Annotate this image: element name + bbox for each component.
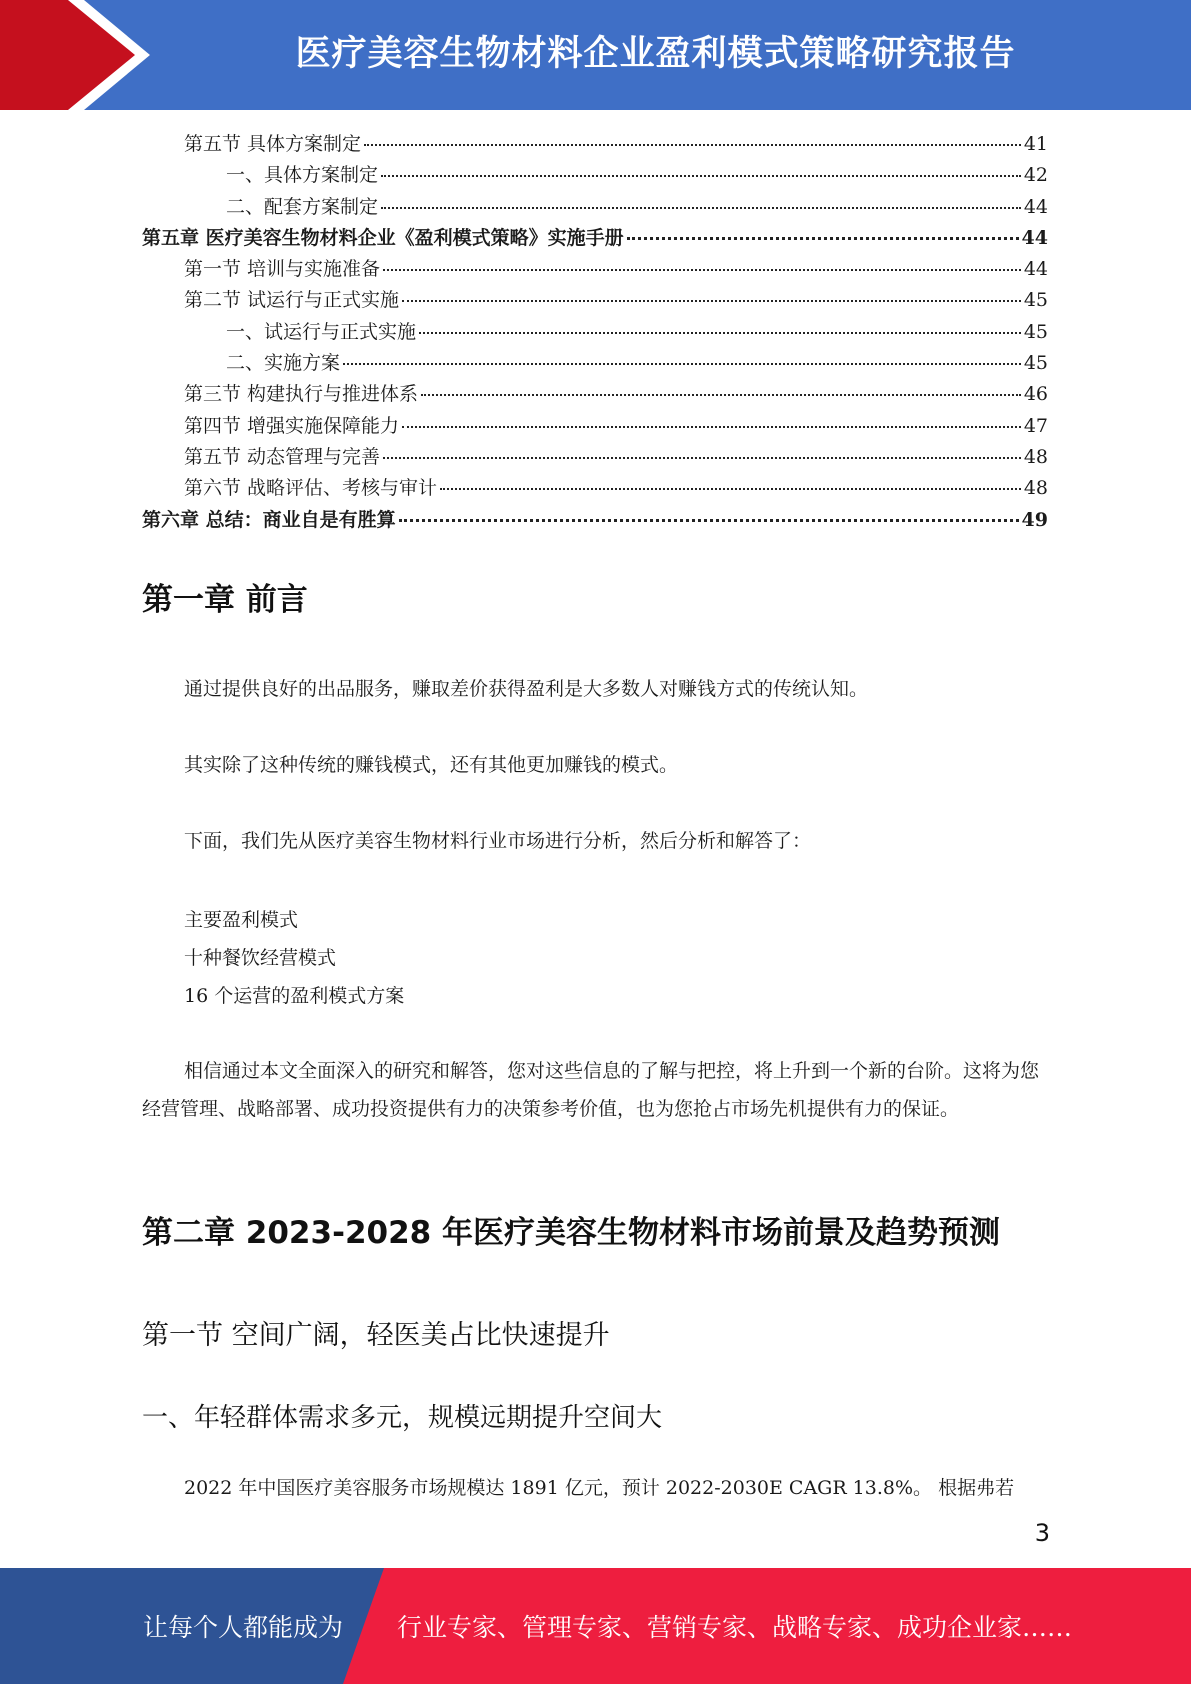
toc-entry[interactable]	[142, 473, 1048, 504]
toc-entry[interactable]	[142, 348, 1048, 379]
toc-entry-title: 第五章 医疗美容生物材料企业《盈利模式策略》实施手册	[142, 226, 624, 249]
toc-entry[interactable]	[142, 379, 1048, 410]
section-heading: 第一节 空间广阔，轻医美占比快速提升	[142, 1320, 610, 1351]
toc-entry[interactable]	[142, 317, 1048, 348]
toc-entry-title: 第三节 构建执行与推进体系	[184, 383, 419, 406]
toc-page-number: 49	[1021, 508, 1048, 531]
toc-dot-leader	[419, 332, 1021, 334]
paragraph: 相信通过本文全面深入的研究和解答，您对这些信息的了解与把控，将上升到一个新的台阶。这将为您经营管理、战略部署、成功投资提供有力的决策参考价值，也为您抢占市场先机提供有力的保证。	[142, 1060, 1040, 1120]
toc-dot-leader	[381, 207, 1021, 209]
toc-page-number: 48	[1023, 477, 1048, 500]
toc-dot-leader	[402, 426, 1021, 428]
list-item: 16 个运营的盈利模式方案	[184, 985, 405, 1007]
toc-entry[interactable]	[142, 285, 1048, 316]
toc-dot-leader	[343, 363, 1021, 365]
toc-entry[interactable]	[142, 442, 1048, 473]
table-of-contents	[142, 129, 1048, 536]
list-item: 十种餐饮经营模式	[184, 947, 337, 969]
toc-dot-leader	[402, 300, 1021, 302]
toc-dot-leader	[627, 237, 1019, 240]
chapter-heading: 第二章 2023-2028 年医疗美容生物材料市场前景及趋势预测	[142, 1215, 1001, 1251]
toc-entry-title: 第一节 培训与实施准备	[184, 258, 381, 281]
toc-entry-title: 二、实施方案	[226, 352, 341, 375]
footer-slogan-left: 让每个人都能成为	[143, 1613, 344, 1642]
toc-dot-leader	[440, 488, 1021, 490]
toc-page-number: 44	[1023, 195, 1048, 218]
toc-dot-leader	[399, 519, 1019, 522]
toc-entry-title: 一、具体方案制定	[226, 164, 379, 187]
toc-entry[interactable]	[142, 505, 1048, 536]
toc-page-number: 44	[1021, 226, 1048, 249]
paragraph: 2022 年中国医疗美容服务市场规模达 1891 亿元，预计 2022-2030E CAGR 13.8%。 根据弗若	[184, 1477, 1015, 1499]
toc-page-number: 45	[1023, 352, 1048, 375]
chapter-heading: 第一章 前言	[142, 582, 308, 618]
toc-entry-title: 第六章 总结：商业自是有胜算	[142, 508, 396, 531]
footer-slogan-right: 行业专家、管理专家、营销专家、战略专家、成功企业家……	[397, 1613, 1073, 1642]
toc-entry-title: 第六节 战略评估、考核与审计	[184, 477, 438, 500]
toc-entry-title: 第二节 试运行与正式实施	[184, 289, 400, 312]
toc-dot-leader	[381, 175, 1021, 177]
toc-entry[interactable]	[142, 192, 1048, 223]
toc-page-number: 45	[1023, 289, 1048, 312]
paragraph: 下面，我们先从医疗美容生物材料行业市场进行分析，然后分析和解答了：	[184, 830, 812, 852]
toc-entry[interactable]	[142, 129, 1048, 160]
toc-dot-leader	[364, 144, 1021, 146]
toc-entry-title: 第五节 具体方案制定	[184, 133, 362, 155]
toc-dot-leader	[421, 394, 1021, 396]
toc-dot-leader	[383, 269, 1021, 271]
toc-entry-title: 第五节 动态管理与完善	[184, 445, 381, 468]
page-number: 3	[1034, 1519, 1050, 1547]
paragraph: 通过提供良好的出品服务，赚取差价获得盈利是大多数人对赚钱方式的传统认知。	[184, 678, 869, 700]
toc-page-number: 47	[1023, 414, 1048, 437]
toc-page-number: 44	[1023, 258, 1048, 281]
toc-page-number: 48	[1023, 445, 1048, 468]
toc-entry-title: 第四节 增强实施保障能力	[184, 414, 400, 437]
page-footer	[0, 1568, 1191, 1684]
toc-entry[interactable]	[142, 254, 1048, 285]
list-item: 主要盈利模式	[184, 909, 299, 931]
toc-entry[interactable]	[142, 411, 1048, 442]
toc-page-number: 45	[1023, 320, 1048, 343]
toc-page-number: 46	[1023, 383, 1048, 406]
paragraph: 其实除了这种传统的赚钱模式，还有其他更加赚钱的模式。	[184, 754, 679, 776]
toc-entry-title: 一、试运行与正式实施	[226, 320, 417, 343]
page-header	[0, 0, 1191, 110]
toc-entry[interactable]	[142, 223, 1048, 254]
toc-entry[interactable]	[142, 160, 1048, 191]
toc-dot-leader	[383, 457, 1021, 459]
toc-entry-title: 二、配套方案制定	[226, 195, 379, 218]
header-title: 医疗美容生物材料企业盈利模式策略研究报告	[295, 34, 1016, 74]
subsection-heading: 一、年轻群体需求多元，规模远期提升空间大	[142, 1403, 663, 1433]
toc-page-number: 42	[1023, 164, 1048, 187]
toc-page-number: 41	[1023, 133, 1048, 155]
